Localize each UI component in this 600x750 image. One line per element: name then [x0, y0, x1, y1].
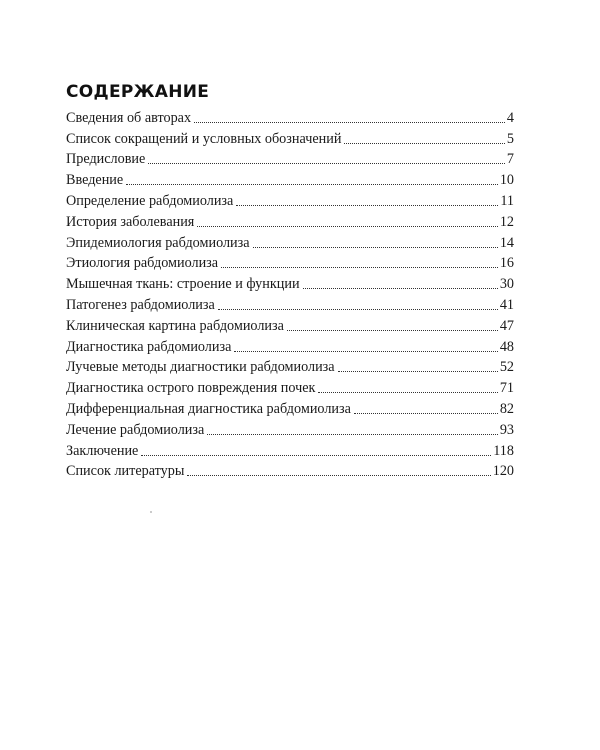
- toc-entry-page-number: 16: [499, 255, 514, 272]
- toc-entry: [66, 460, 514, 481]
- toc-entry-page-number: 11: [500, 192, 514, 209]
- toc-entry: [66, 231, 514, 252]
- toc-dot-leader: [338, 370, 498, 372]
- toc-entry: [66, 106, 514, 127]
- toc-entry-title: История заболевания: [66, 213, 195, 230]
- toc-entry: [66, 314, 514, 335]
- toc-dot-leader: [221, 266, 498, 268]
- toc-entry: [66, 252, 514, 273]
- toc-entry-page-number: 4: [506, 109, 514, 126]
- toc-dot-leader: [187, 474, 490, 476]
- toc-entry-page-number: 41: [499, 296, 514, 313]
- toc-dot-leader: [197, 225, 497, 227]
- toc-entry: [66, 148, 514, 169]
- toc-entry-page-number: 93: [499, 421, 514, 438]
- toc-dot-leader: [287, 329, 498, 331]
- toc-entry: [66, 356, 514, 377]
- toc-dot-leader: [234, 350, 497, 352]
- toc-dot-leader: [207, 433, 498, 435]
- toc-entry-title: Список сокращений и условных обозначений: [66, 130, 342, 147]
- toc-entry-title: Эпидемиология рабдомиолиза: [66, 234, 250, 251]
- toc-entry-page-number: 52: [499, 359, 514, 376]
- toc-entry: [66, 293, 514, 314]
- toc-entry-title: Мышечная ткань: строение и функции: [66, 276, 300, 293]
- toc-title: СОДЕРЖАНИЕ: [66, 82, 210, 102]
- toc-dot-leader: [218, 308, 498, 310]
- toc-entry-page-number: 7: [506, 151, 514, 168]
- toc-dot-leader: [141, 454, 491, 456]
- toc-entry: [66, 272, 514, 293]
- toc-dot-leader: [354, 412, 498, 414]
- toc-dot-leader: [194, 121, 505, 123]
- toc-entry-title: Этиология рабдомиолиза: [66, 255, 219, 272]
- toc-entry-page-number: 118: [493, 442, 514, 459]
- toc-entry-page-number: 30: [499, 276, 514, 293]
- toc-entry-page-number: 10: [499, 172, 514, 189]
- toc-entry-page-number: 120: [492, 463, 514, 480]
- toc-dot-leader: [303, 287, 498, 289]
- toc-entry-title: Лучевые методы диагностики рабдомиолиза: [66, 359, 335, 376]
- toc-entry: [66, 397, 514, 418]
- toc-entry-title: Диагностика острого повреждения почек: [66, 380, 316, 397]
- toc-entry-page-number: 82: [499, 400, 514, 417]
- toc-entry: [66, 127, 514, 148]
- toc-dot-leader: [318, 391, 497, 393]
- toc-entry: [66, 376, 514, 397]
- toc-dot-leader: [344, 142, 504, 144]
- toc-dot-leader: [236, 204, 498, 206]
- toc-entry-title: Введение: [66, 172, 124, 189]
- toc-entry-page-number: 14: [499, 234, 514, 251]
- toc-dot-leader: [126, 183, 498, 185]
- toc-entry-title: Определение рабдомиолиза: [66, 192, 234, 209]
- toc-entry-page-number: 12: [499, 213, 514, 230]
- toc-entry: [66, 210, 514, 231]
- toc-entry-title: Лечение рабдомиолиза: [66, 421, 205, 438]
- toc-entry-page-number: 5: [506, 130, 514, 147]
- toc-entry-page-number: 47: [499, 317, 514, 334]
- toc-entry-title: Предисловие: [66, 151, 146, 168]
- toc-entry-page-number: 71: [499, 380, 514, 397]
- toc-entry-title: Список литературы: [66, 463, 185, 480]
- toc-entry-title: Диагностика рабдомиолиза: [66, 338, 232, 355]
- toc-dot-leader: [148, 162, 505, 164]
- toc-entry-title: Дифференциальная диагностика рабдомиолиза: [66, 400, 351, 417]
- toc-entry: [66, 189, 514, 210]
- toc-list: [66, 106, 514, 480]
- toc-entry: [66, 418, 514, 439]
- toc-entry-title: Патогенез рабдомиолиза: [66, 296, 215, 313]
- toc-entry-title: Сведения об авторах: [66, 109, 192, 126]
- toc-entry-title: Заключение: [66, 442, 139, 459]
- toc-dot-leader: [253, 246, 498, 248]
- toc-entry-page-number: 48: [499, 338, 514, 355]
- toc-entry: [66, 168, 514, 189]
- toc-entry: [66, 439, 514, 460]
- toc-entry-title: Клиническая картина рабдомиолиза: [66, 317, 284, 334]
- page-speck: [150, 511, 152, 513]
- toc-entry: [66, 335, 514, 356]
